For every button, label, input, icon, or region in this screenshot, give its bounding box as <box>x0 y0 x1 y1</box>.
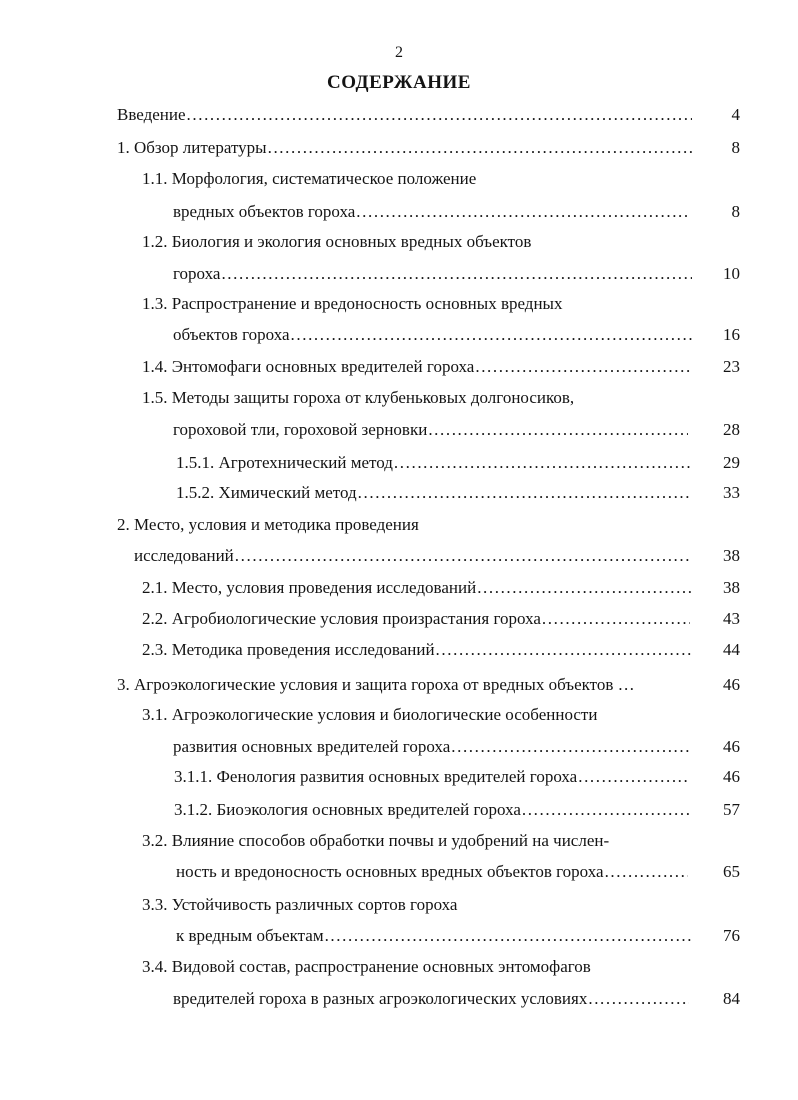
toc-entry-3-1-cont[interactable] <box>173 735 692 759</box>
toc-page-number: 8 <box>731 138 740 157</box>
leader-dots <box>427 418 688 442</box>
toc-page-number: 76 <box>723 926 740 945</box>
toc-entry-3-2[interactable]: 3.2. Влияние способов обработки почвы и удобрений на числен- <box>142 831 610 850</box>
toc-entry-1-5-cont[interactable] <box>173 418 688 442</box>
toc-entry-chapter-1[interactable] <box>117 136 692 160</box>
leader-dots <box>587 987 689 1011</box>
toc-entry-1-5[interactable]: 1.5. Методы защиты гороха от клубеньковых долгоносиков, <box>142 388 575 407</box>
toc-page-number: 28 <box>723 420 740 439</box>
toc-entry-3-4[interactable]: 3.4. Видовой состав, распространение основных энтомофагов <box>142 957 591 976</box>
toc-entry-text: 2.3. Методика проведения исследований <box>142 640 435 659</box>
toc-entry-1-4[interactable] <box>142 355 692 379</box>
leader-dots <box>186 103 692 127</box>
leader-dots <box>220 262 692 286</box>
toc-entry-1-1[interactable]: 1.1. Морфология, систематическое положение <box>142 169 477 188</box>
toc-entry-intro[interactable] <box>117 103 692 127</box>
toc-entry-text: развития основных вредителей гороха <box>173 737 451 756</box>
toc-entry-chapter-2-cont[interactable] <box>134 544 690 568</box>
toc-entry-text: 2.2. Агробиологические условия произрастания гороха <box>142 609 541 628</box>
leader-dots <box>604 860 688 884</box>
leader-dots <box>290 323 692 347</box>
toc-entry-text: гороха <box>173 264 221 283</box>
toc-entry-text: 1.4. Энтомофаги основных вредителей гороха <box>142 357 475 376</box>
toc-page-number: 10 <box>723 264 740 283</box>
toc-page-number: 46 <box>723 675 740 694</box>
toc-entry-text: ность и вредоносность основных вредных объектов гороха <box>176 862 604 881</box>
toc-entry-text: объектов гороха <box>173 325 290 344</box>
toc-page-number: 43 <box>723 609 740 628</box>
toc-entry-chapter-3[interactable]: 3. Агроэкологические условия и защита гороха от вредных объектов … <box>117 675 635 694</box>
toc-entry-text: Введение <box>117 105 186 124</box>
toc-page-number: 46 <box>723 737 740 756</box>
leader-dots <box>355 200 688 224</box>
leader-dots <box>521 798 690 822</box>
toc-entry-2-3[interactable] <box>142 638 692 662</box>
toc-entry-3-1-2[interactable] <box>174 798 690 822</box>
toc-page-number: 8 <box>731 202 740 221</box>
toc-page-number: 44 <box>723 640 740 659</box>
toc-page-number: 38 <box>723 578 740 597</box>
toc-entry-3-1[interactable]: 3.1. Агроэкологические условия и биологические особенности <box>142 705 598 724</box>
toc-entry-3-3[interactable]: 3.3. Устойчивость различных сортов гороха <box>142 895 458 914</box>
toc-entry-text: 1.5.2. Химический метод <box>176 483 357 502</box>
toc-page-number: 46 <box>723 767 740 786</box>
toc-entry-text: 2.1. Место, условия проведения исследований <box>142 578 477 597</box>
toc-entry-2-1[interactable] <box>142 576 692 600</box>
toc-entry-chapter-2[interactable]: 2. Место, условия и методика проведения <box>117 515 419 534</box>
leader-dots <box>474 355 692 379</box>
toc-entry-3-1-1[interactable] <box>174 765 690 789</box>
toc-page-number: 65 <box>723 862 740 881</box>
toc-page-number: 57 <box>723 800 740 819</box>
toc-entry-1-3[interactable]: 1.3. Распространение и вредоносность основных вредных <box>142 294 563 313</box>
toc-entry-2-2[interactable] <box>142 607 690 631</box>
toc-entry-1-5-2[interactable] <box>176 481 692 505</box>
toc-entry-text: 3.1.1. Фенология развития основных вредителей гороха <box>174 767 578 786</box>
toc-entry-text: вредных объектов гороха <box>173 202 356 221</box>
toc-entry-1-2[interactable]: 1.2. Биология и экология основных вредных объектов <box>142 232 532 251</box>
toc-entry-3-3-cont[interactable] <box>176 924 692 948</box>
leader-dots <box>357 481 692 505</box>
toc-entry-1-2-cont[interactable] <box>173 262 692 286</box>
leader-dots <box>234 544 690 568</box>
toc-entry-text: исследований <box>134 546 234 565</box>
page-number: 2 <box>395 44 403 61</box>
toc-page-number: 29 <box>723 453 740 472</box>
toc-entry-3-2-cont[interactable] <box>176 860 688 884</box>
toc-entry-text: к вредным объектам <box>176 926 324 945</box>
toc-page-number: 4 <box>731 105 740 124</box>
leader-dots <box>476 576 692 600</box>
leader-dots <box>435 638 692 662</box>
toc-entry-text: 1.5.1. Агротехнический метод <box>176 453 393 472</box>
toc-entry-1-3-cont[interactable] <box>173 323 692 347</box>
leader-dots <box>267 136 692 160</box>
toc-entry-3-4-cont[interactable] <box>173 987 689 1011</box>
toc-page-number: 84 <box>723 989 740 1008</box>
toc-entry-text: 3.1.2. Биоэкология основных вредителей гороха <box>174 800 521 819</box>
toc-page-number: 33 <box>723 483 740 502</box>
toc-page-number: 23 <box>723 357 740 376</box>
leader-dots <box>324 924 692 948</box>
toc-entry-text: вредителей гороха в разных агроэкологических условиях <box>173 989 588 1008</box>
toc-page-number: 16 <box>723 325 740 344</box>
leader-dots <box>450 735 692 759</box>
toc-entry-1-1-cont[interactable] <box>173 200 688 224</box>
toc-entry-text: 1. Обзор литературы <box>117 138 267 157</box>
leader-dots <box>393 451 692 475</box>
toc-entry-text: гороховой тли, гороховой зерновки <box>173 420 428 439</box>
leader-dots <box>577 765 690 789</box>
toc-title: СОДЕРЖАНИЕ <box>327 72 471 93</box>
toc-entry-1-5-1[interactable] <box>176 451 692 475</box>
toc-page-number: 38 <box>723 546 740 565</box>
leader-dots <box>541 607 690 631</box>
